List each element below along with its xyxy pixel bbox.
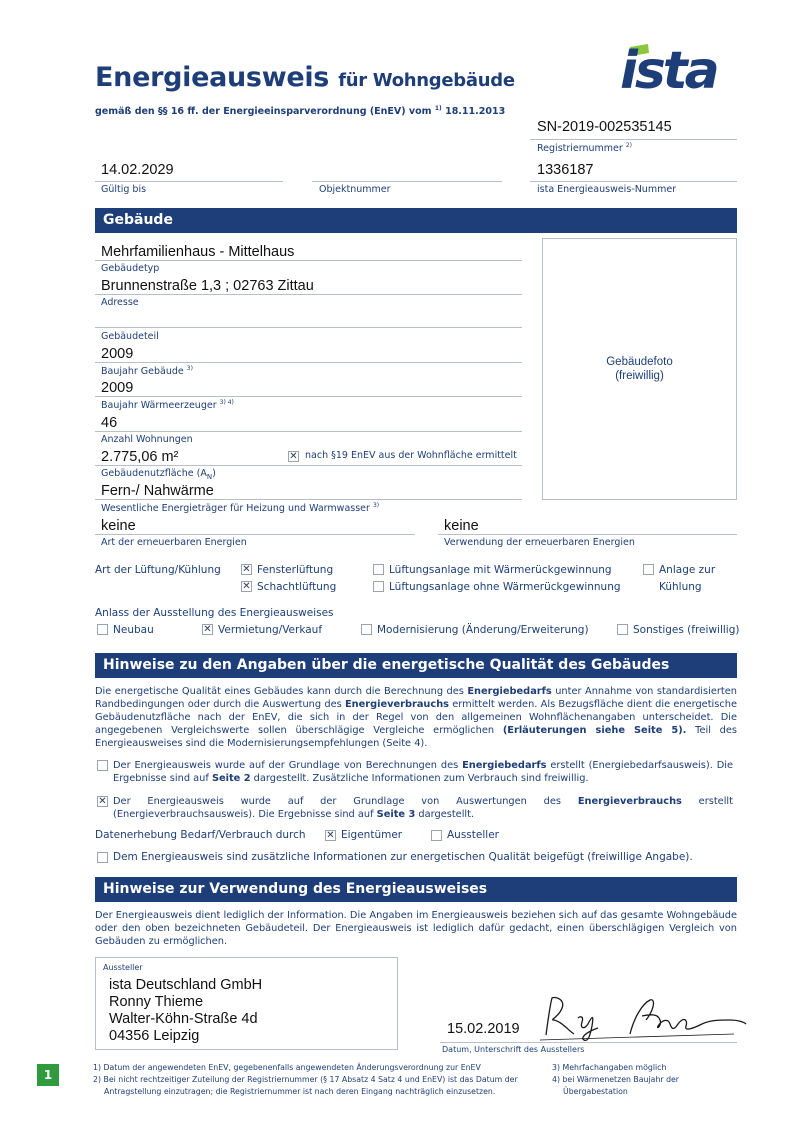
issuer-address — [109, 977, 262, 1045]
issuer-check-label: Aussteller — [447, 829, 499, 841]
address-value: Brunnenstraße 1,3 ; 02763 Zittau — [101, 278, 314, 294]
consumption-certificate-text: Der Energieausweis wurde auf der Grundlage von Auswertungen des Energieverbrauchs erstellt (Energieverbrauchsausweis). Die Ergebnisse sind auf Seite 3 dargestellt. — [113, 796, 733, 820]
checkbox-ventilation-without-recovery[interactable] — [373, 581, 384, 592]
ista-logo — [618, 44, 740, 98]
footnote-4: 4) bei Wärmenetzen Baujahr der — [552, 1075, 680, 1084]
checkbox-cooling[interactable] — [643, 564, 654, 575]
year-heater-label: Baujahr Wärmeerzeuger $^{3) 4)}$ — [101, 399, 234, 412]
page-number-badge: 1 — [37, 1064, 59, 1086]
subtitle-date: 18.11.2013 — [445, 106, 506, 118]
energy-carrier-value: Fern-/ Nahwärme — [101, 483, 214, 499]
photo-optional-label: (freiwillig) — [615, 370, 664, 382]
footnote-1: 1) Datum der angewendeten EnEV, gegebenenfalls angewendeten Änderungsverordnung zur EnEV — [93, 1063, 481, 1072]
area-label: Gebäudenutzfläche $(A_N)$ — [101, 468, 216, 481]
registry-number: SN-2019-002535145 — [537, 119, 672, 135]
cooling-label-2: Kühlung — [659, 581, 702, 593]
renewable-type-label: Art der erneuerbaren Energien — [101, 537, 247, 548]
signature-image — [538, 990, 748, 1045]
checkbox-window-ventilation[interactable]: ✕ — [242, 564, 251, 575]
renewable-use-value: keine — [444, 518, 479, 534]
checkbox-shaft-ventilation[interactable]: ✕ — [242, 581, 251, 592]
section-header-building: Gebäude — [95, 208, 737, 233]
building-type-label: Gebäudetyp — [101, 263, 160, 274]
logo-text: ista — [620, 44, 717, 94]
document-subtitle — [95, 105, 505, 117]
photo-label: Gebäudefoto — [606, 356, 673, 368]
section-header-quality-notes: Hinweise zu den Angaben über die energetische Qualität des Gebäudes — [95, 653, 737, 678]
quality-notes-paragraph: Die energetische Qualität eines Gebäudes kann durch die Berechnung des Energiebedarfs unter Annahme von standardisierten Randbedingungen oder durch die Auswertung des Energieverbrauchs ermittelt werden. Als Bezugsfläche dient die energetische Gebäudenutzfläche nach der EnEV, die sich in der Regel von den allgemeinen Wohnflächenangaben unterscheidet. Die angegebenen Vergleichswerte sollen überschlägige Vergleiche ermöglichen (Erläuterungen siehe Seite 5). Teil des Energieausweises sind die Modernisierungsempfehlungen (Seite 4). — [95, 686, 738, 749]
checkbox-rent-sale[interactable]: ✕ — [203, 624, 212, 635]
issue-date: 15.02.2019 — [447, 1021, 520, 1037]
signature-label: Datum, Unterschrift des Ausstellers — [442, 1045, 585, 1054]
data-collection-label: Datenerhebung Bedarf/Verbrauch durch — [95, 829, 306, 841]
issuer-street: Walter-Köhn-Straße 4d — [109, 1011, 258, 1027]
valid-until-value: 14.02.2029 — [101, 162, 174, 178]
footnote-3: 3) Mehrfachangaben möglich — [552, 1063, 667, 1072]
rent-sale-label: Vermietung/Verkauf — [218, 624, 323, 636]
area-check-label: nach §19 EnEV aus der Wohnfläche ermittelt — [305, 450, 517, 461]
ista-number-label: ista Energieausweis-Nummer — [537, 184, 677, 195]
registry-label: Registriernummer $^{2)}$ — [537, 142, 632, 155]
modernization-label: Modernisierung (Änderung/Erweiterung) — [377, 624, 589, 636]
window-ventilation-label: Fensterlüftung — [257, 564, 334, 576]
checkbox-owner[interactable]: ✕ — [326, 830, 335, 841]
area-value: 2.775,06 m² — [101, 449, 179, 465]
footnotes-right — [552, 1062, 679, 1098]
footnote-4-cont: Übergabestation — [563, 1087, 628, 1096]
issuer-person: Ronny Thieme — [109, 994, 204, 1010]
building-type-value: Mehrfamilienhaus - Mittelhaus — [101, 244, 295, 260]
footnote-2-cont: Antragstellung einzutragen; die Registriernummer ist nach deren Eingang nachträglich einzusetzen. — [104, 1087, 496, 1096]
issuer-company: ista Deutschland GmbH — [109, 977, 263, 993]
object-number-label: Objektnummer — [319, 184, 391, 195]
checkbox-modernization[interactable] — [361, 624, 372, 635]
demand-certificate-text: Der Energieausweis wurde auf der Grundlage von Berechnungen des Energiebedarfs erstellt (Energiebedarfsausweis). Die Ergebnisse sind auf Seite 2 dargestellt. Zusätzliche Informationen zum Verbrauch sind freiwillig. — [113, 760, 733, 784]
issuer-city: 04356 Leipzig — [109, 1028, 200, 1044]
owner-label: Eigentümer — [341, 829, 403, 841]
new-build-label: Neubau — [113, 624, 154, 636]
other-label: Sonstiges (freiwillig) — [633, 624, 740, 636]
renewable-use-label: Verwendung der erneuerbaren Energien — [444, 537, 635, 548]
apartments-label: Anzahl Wohnungen — [101, 434, 193, 445]
ista-logo-graphic — [618, 44, 740, 94]
document-title — [95, 62, 515, 93]
checkbox-issuer[interactable] — [431, 830, 442, 841]
energy-carrier-label: Wesentliche Energieträger für Heizung und Warmwasser $^{3)}$ — [101, 502, 380, 515]
title-main: Energieausweis — [95, 62, 330, 93]
ventilation-with-recovery-label: Lüftungsanlage mit Wärmerückgewinnung — [389, 564, 612, 576]
occasion-label: Anlass der Ausstellung des Energieausweises — [95, 607, 334, 619]
checkbox-ventilation-with-recovery[interactable] — [373, 564, 384, 575]
checkbox-additional-info[interactable] — [97, 852, 108, 863]
subtitle-text: gemäß den §§ 16 ff. der Energieeinsparverordnung (EnEV) vom — [95, 106, 432, 118]
area-checkbox[interactable]: ✕ — [289, 451, 298, 462]
ventilation-without-recovery-label: Lüftungsanlage ohne Wärmerückgewinnung — [389, 581, 621, 593]
usage-notes-paragraph: Der Energieausweis dient lediglich der Information. Die Angaben im Energieausweis beziehen sich auf das gesamte Wohngebäude oder den oben bezeichneten Gebäudeteil. Der Energieausweis ist lediglich dafür gedacht, einen überschlägigen Vergleich von Gebäuden zu ermöglichen. — [95, 910, 737, 947]
building-part-label: Gebäudeteil — [101, 331, 159, 342]
year-heater-value: 2009 — [101, 380, 134, 396]
renewable-type-value: keine — [101, 518, 136, 534]
checkbox-demand-certificate[interactable] — [97, 760, 108, 771]
section-header-usage-notes: Hinweise zur Verwendung des Energieausweises — [95, 877, 737, 902]
subtitle-footnote: 1) — [434, 105, 442, 112]
cooling-label: Anlage zur — [659, 564, 716, 576]
ventilation-label: Art der Lüftung/Kühlung — [95, 564, 221, 576]
footnotes-left — [93, 1062, 518, 1098]
title-sub: für Wohngebäude — [338, 70, 515, 91]
address-label: Adresse — [101, 297, 139, 308]
apartments-value: 46 — [101, 415, 118, 431]
checkbox-consumption-certificate[interactable]: ✕ — [98, 796, 107, 807]
year-built-label: Baujahr Gebäude $^{3)}$ — [101, 365, 193, 378]
ista-number-value: 1336187 — [537, 162, 594, 178]
checkbox-new-build[interactable] — [97, 624, 108, 635]
building-photo-placeholder — [542, 238, 737, 500]
additional-info-label: Dem Energieausweis sind zusätzliche Informationen zur energetischen Qualität beigefügt (freiwillige Angabe). — [113, 851, 693, 863]
shaft-ventilation-label: Schachtlüftung — [257, 581, 337, 593]
footnote-2: 2) Bei nicht rechtzeitiger Zuteilung der Registriernummer (§ 17 Absatz 4 Satz 4 und EnEV) ist das Datum der — [93, 1075, 518, 1084]
issuer-box — [95, 957, 398, 1050]
year-built-value: 2009 — [101, 346, 134, 362]
checkbox-other[interactable] — [617, 624, 628, 635]
issuer-box-label: Aussteller — [103, 963, 143, 972]
valid-until-label: Gültig bis — [101, 184, 147, 195]
